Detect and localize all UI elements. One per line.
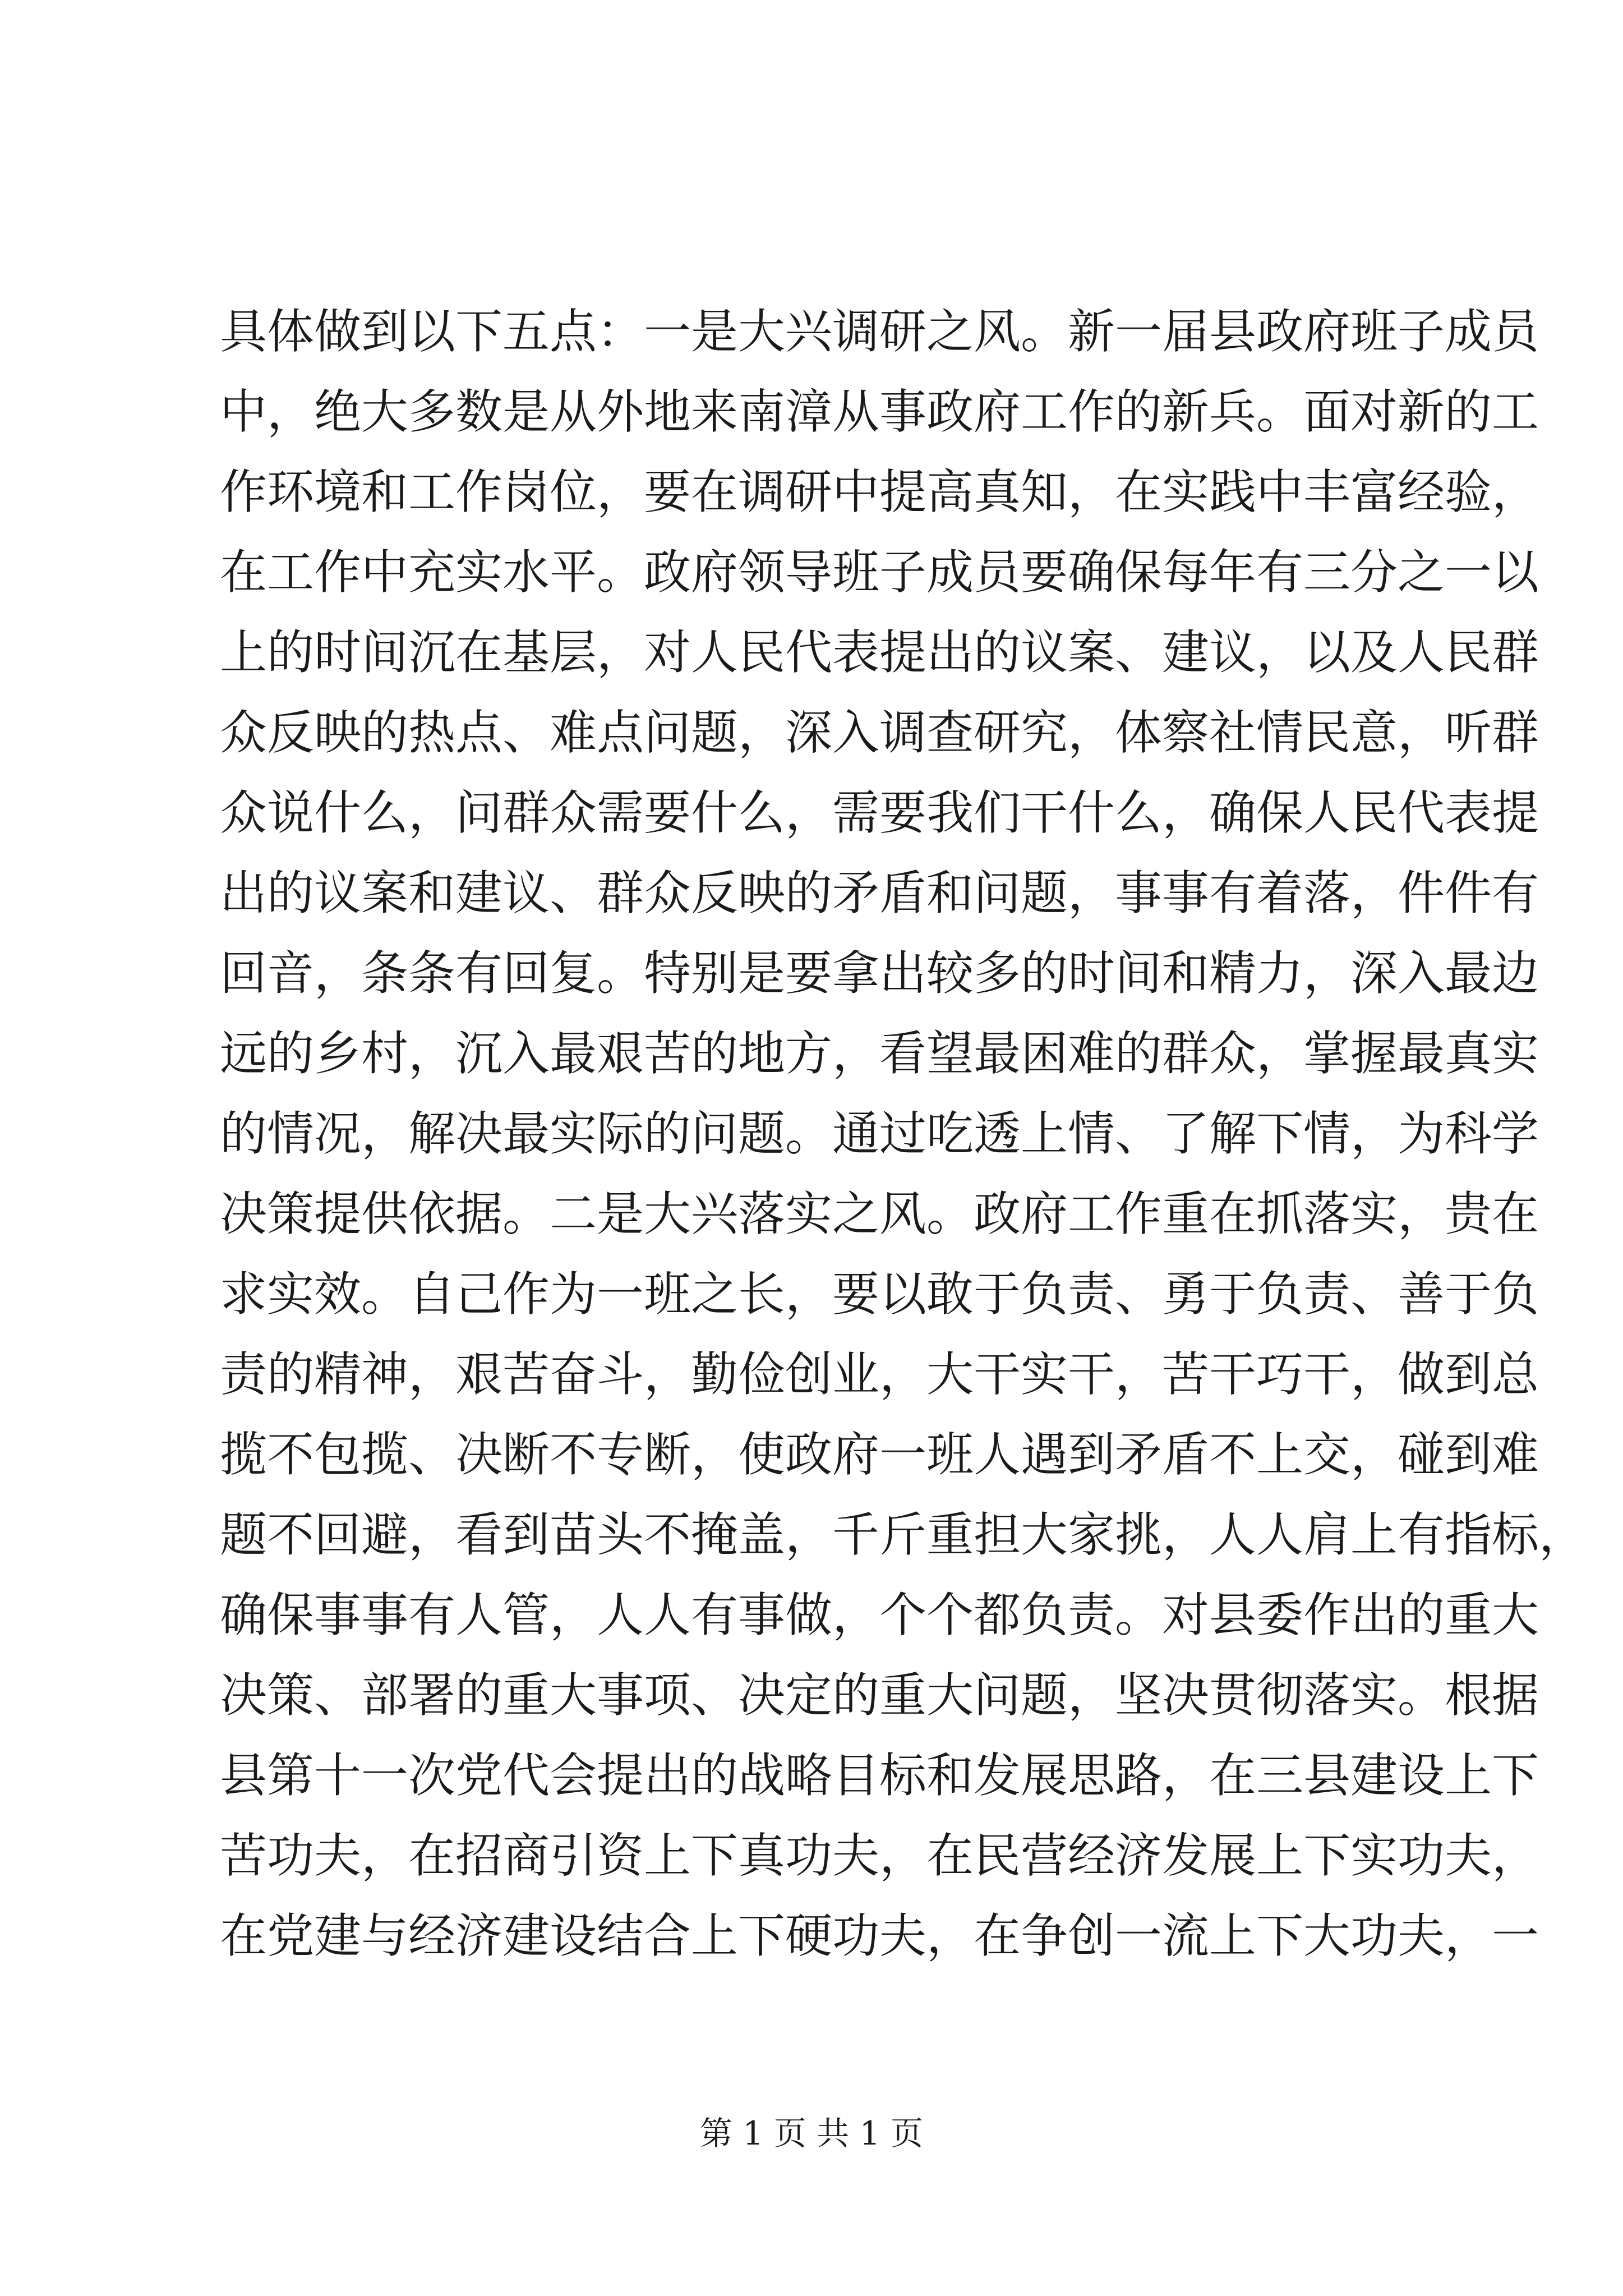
body-text (220, 292, 1587, 1976)
text-line: 众反映的热点、难点问题，深入调查研究，体察社情民意，听群 (220, 705, 1539, 760)
text-line: 具体做到以下五点：一是大兴调研之风。新一届县政府班子成员 (220, 304, 1539, 359)
text-line: 决策提供依据。二是大兴落实之风。政府工作重在抓落实，贵在 (220, 1186, 1539, 1241)
text-line: 回音，条条有回复。特别是要拿出较多的时间和精力，深入最边 (220, 946, 1539, 1001)
page-footer (0, 2114, 1623, 2153)
text-line: 众说什么，问群众需要什么，需要我们干什么，确保人民代表提 (220, 785, 1539, 840)
text-line: 责的精神，艰苦奋斗，勤俭创业，大干实干，苦干巧干，做到总 (220, 1347, 1539, 1402)
text-line: 在党建与经济建设结合上下硬功夫，在争创一流上下大功夫，一 (220, 1908, 1539, 1963)
text-line: 远的乡村，沉入最艰苦的地方，看望最困难的群众，掌握最真实 (220, 1026, 1539, 1081)
text-line: 出的议案和建议、群众反映的矛盾和问题，事事有着落，件件有 (220, 866, 1539, 921)
text-line: 上的时间沉在基层，对人民代表提出的议案、建议，以及人民群 (220, 625, 1539, 680)
text-line: 县第十一次党代会提出的战略目标和发展思路，在三县建设上下 (220, 1748, 1539, 1803)
text-line: 题不回避，看到苗头不掩盖，千斤重担大家挑，人人肩上有指标， (220, 1507, 1587, 1562)
text-line: 揽不包揽、决断不专断，使政府一班人遇到矛盾不上交，碰到难 (220, 1427, 1539, 1482)
text-line: 确保事事有人管，人人有事做，个个都负责。对县委作出的重大 (220, 1588, 1539, 1642)
text-line: 作环境和工作岗位，要在调研中提高真知，在实践中丰富经验， (220, 464, 1539, 519)
text-line: 决策、部署的重大事项、决定的重大问题，坚决贯彻落实。根据 (220, 1668, 1539, 1723)
text-line: 中，绝大多数是从外地来南漳从事政府工作的新兵。面对新的工 (220, 384, 1539, 439)
page-number-label: 第 1 页 共 1 页 (700, 2114, 923, 2152)
text-line: 在工作中充实水平。政府领导班子成员要确保每年有三分之一以 (220, 545, 1539, 600)
text-line: 的情况，解决最实际的问题。通过吃透上情、了解下情，为科学 (220, 1106, 1539, 1161)
text-line: 求实效。自己作为一班之长，要以敢于负责、勇于负责、善于负 (220, 1267, 1539, 1322)
text-line: 苦功夫，在招商引资上下真功夫，在民营经济发展上下实功夫， (220, 1828, 1539, 1883)
